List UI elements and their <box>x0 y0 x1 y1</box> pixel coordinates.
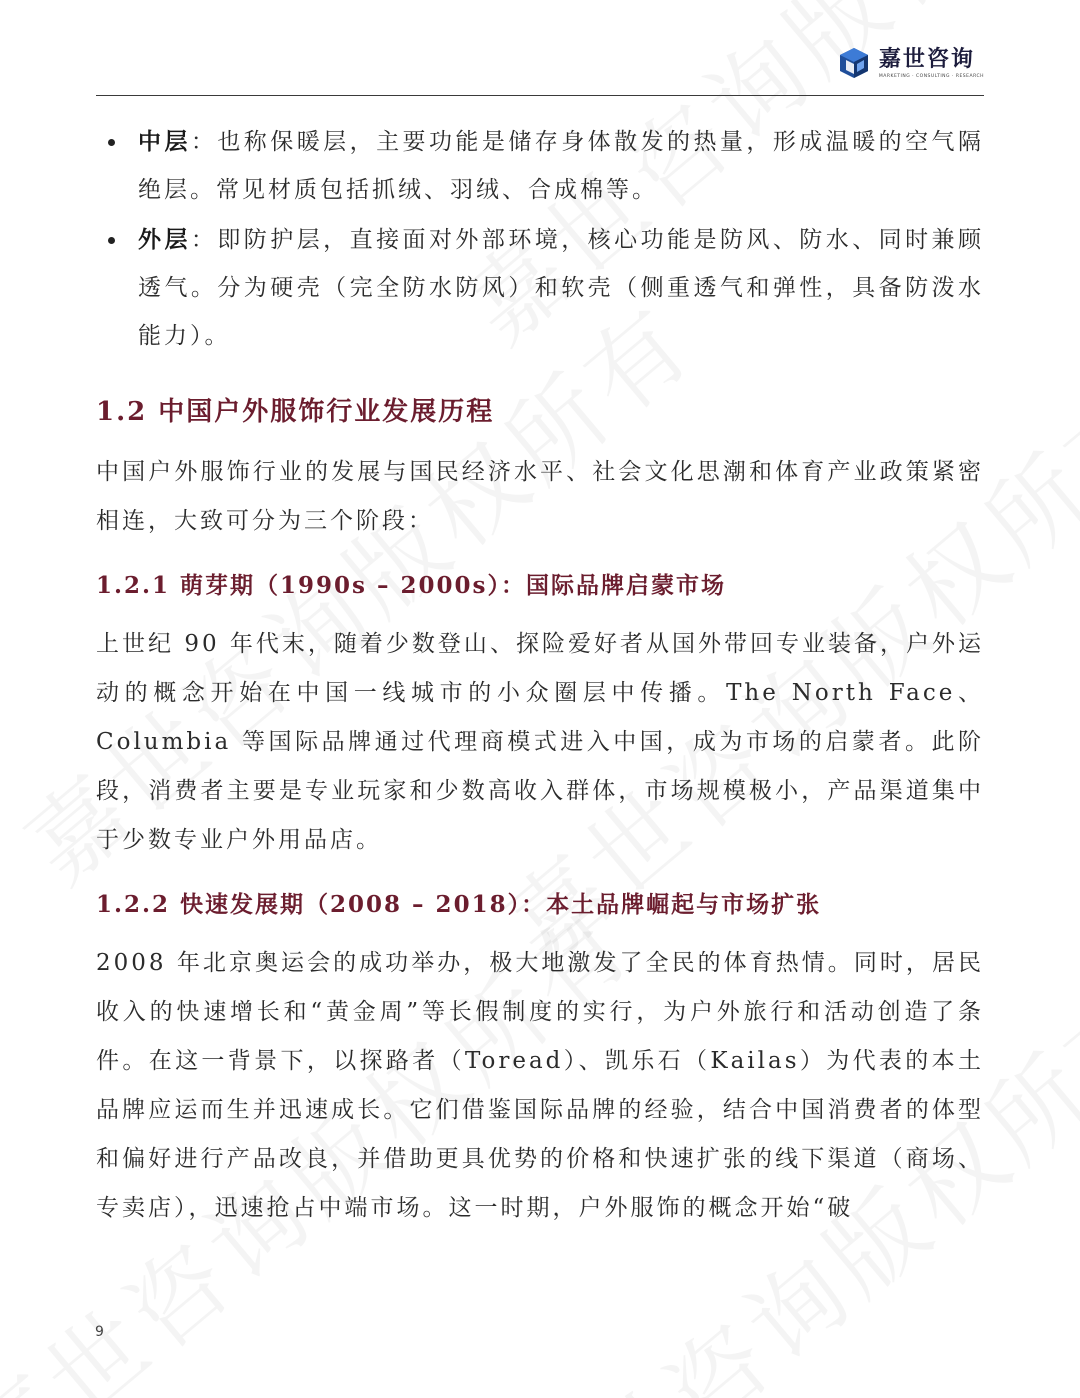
company-logo <box>837 46 984 80</box>
page-header <box>96 40 984 96</box>
subsection-body: 上世纪 90 年代末，随着少数登山、探险爱好者从国外带回专业装备，户外运动的概念开始在中国一线城市的小众圈层中传播。The North Face、Columbia 等国际品牌通过代理商模式进入中国，成为市场的启蒙者。此阶段，消费者主要是专业玩家和少数高收入群体，市场规模极小，产品渠道集中于少数专业户外用品店。 <box>96 631 984 853</box>
subsection-heading: 1.2.1 萌芽期（1990s – 2000s）：国际品牌启蒙市场 <box>96 572 726 599</box>
bullet-text: ：也称保暖层，主要功能是储存身体散发的热量，形成温暖的空气隔绝层。常见材质包括抓绒、羽绒、合成棉等。 <box>138 129 985 203</box>
geometric-cube-logo-icon <box>837 46 871 80</box>
bullet-term: 中层 <box>138 128 191 155</box>
main-content <box>96 118 984 1233</box>
section-intro: 中国户外服饰行业的发展与国民经济水平、社会文化思潮和体育产业政策紧密相连，大致可分为三个阶段： <box>96 459 984 534</box>
logo-tagline: MARKETING · CONSULTING · RESEARCH <box>878 73 984 79</box>
subsection-heading: 1.2.2 快速发展期（2008 – 2018）：本土品牌崛起与市场扩张 <box>96 891 822 918</box>
bullet-term: 外层 <box>138 226 191 253</box>
layer-bullet-list <box>96 118 984 360</box>
list-item <box>96 216 984 360</box>
logo-name: 嘉世咨询 <box>878 46 975 72</box>
page-number: 9 <box>95 1324 104 1340</box>
subsection-body: 2008 年北京奥运会的成功举办，极大地激发了全民的体育热情。同时，居民收入的快速增长和“黄金周”等长假制度的实行，为户外旅行和活动创造了条件。在这一背景下，以探路者（Toread）、凯乐石（Kailas）为代表的本土品牌应运而生并迅速成长。它们借鉴国际品牌的经验，结合中国消费者的体型和偏好进行产品改良，并借助更具优势的价格和快速扩张的线下渠道（商场、专卖店），迅速抢占中端市场。这一时期，户外服饰的概念开始“破 <box>96 950 984 1221</box>
list-item <box>96 118 984 214</box>
bullet-text: ：即防护层，直接面对外部环境，核心功能是防风、防水、同时兼顾透气。分为硬壳（完全防水防风）和软壳（侧重透气和弹性，具备防泼水能力）。 <box>138 227 985 349</box>
section-heading: 1.2 中国户外服饰行业发展历程 <box>96 397 495 427</box>
